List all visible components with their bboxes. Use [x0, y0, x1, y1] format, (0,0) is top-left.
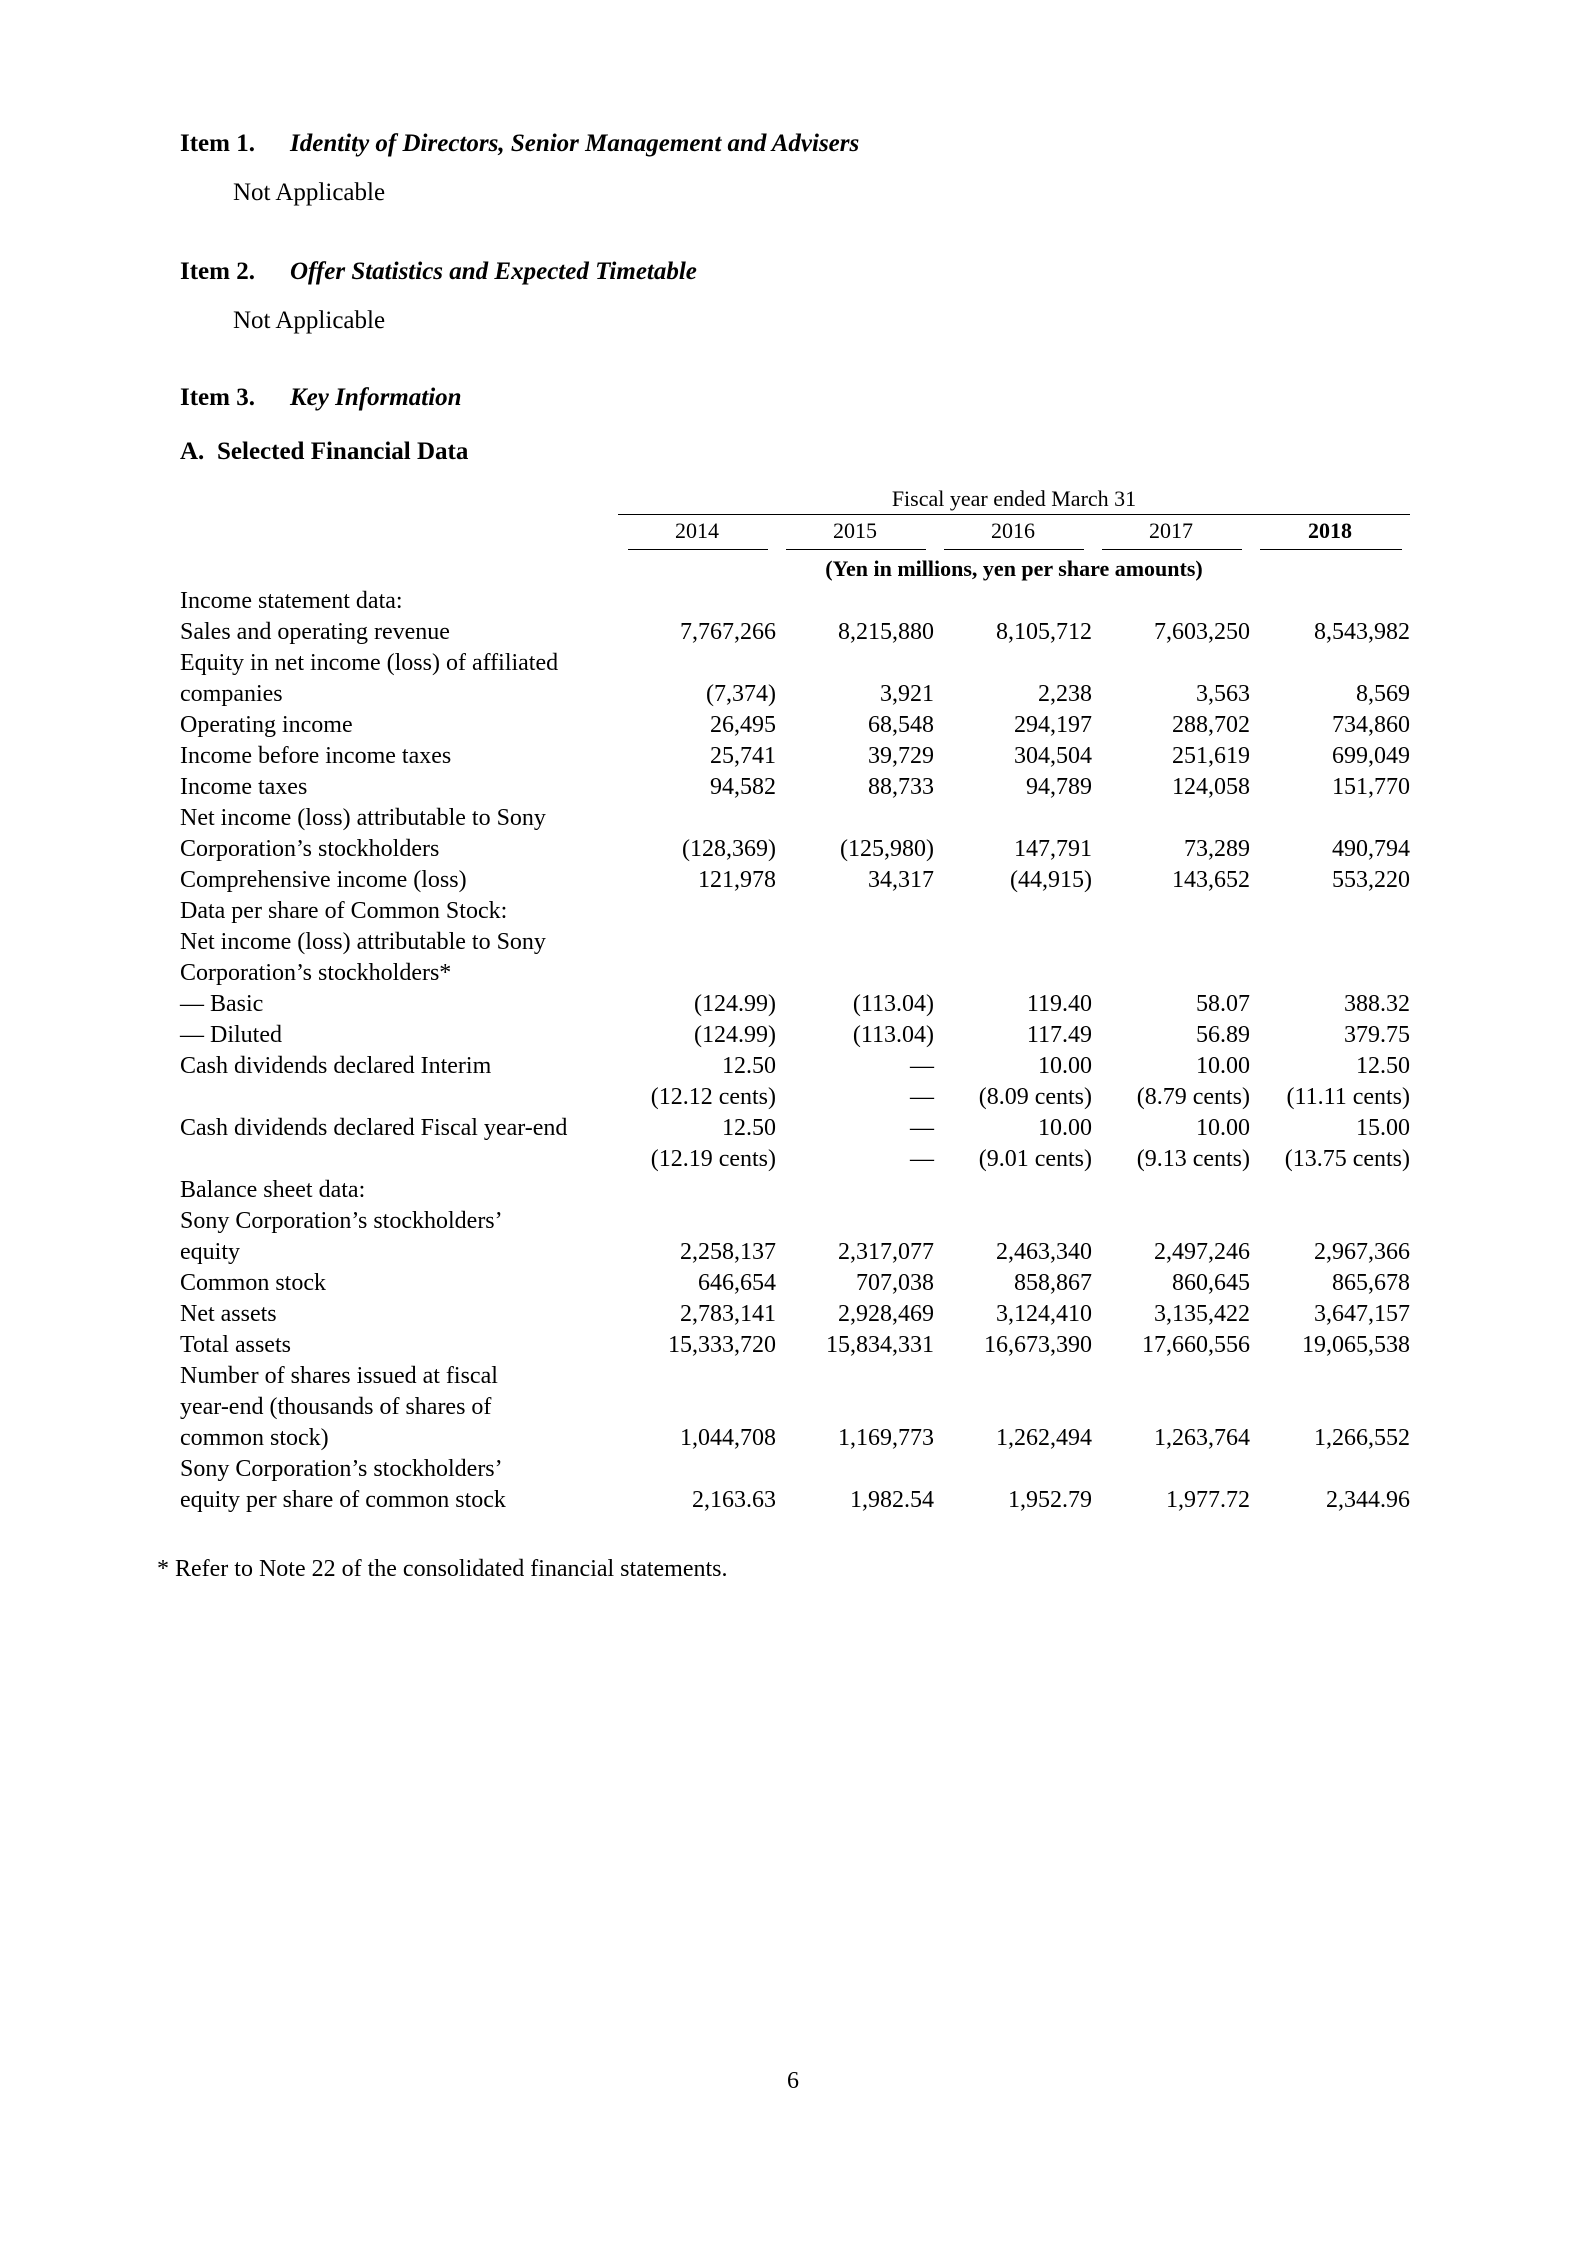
- cell-2014: 2,258,137: [680, 1239, 776, 1265]
- cell-2017: 2,497,246: [1154, 1239, 1250, 1265]
- cell-2015: —: [910, 1146, 934, 1172]
- cell-2018: 8,543,982: [1314, 619, 1410, 645]
- cell-2017: [1092, 1175, 1250, 1206]
- cell-2016: 294,197: [1014, 712, 1092, 738]
- cell-2015: (125,980): [840, 836, 934, 862]
- cell-2017: 58.07: [1196, 991, 1250, 1017]
- row-label: common stock): [180, 1425, 329, 1451]
- cell-2016: 858,867: [1014, 1270, 1092, 1296]
- cell-2017: 7,603,250: [1154, 619, 1250, 645]
- row-label: Number of shares issued at fiscal: [180, 1363, 498, 1389]
- cell-2016: 147,791: [1014, 836, 1092, 862]
- row-label: Common stock: [180, 1270, 327, 1296]
- units-note-row: [180, 550, 1410, 586]
- cell-2018: 15.00: [1356, 1115, 1410, 1141]
- cell-2018: [1250, 803, 1410, 834]
- row-label: Income before income taxes: [180, 743, 452, 769]
- table-row: [180, 1454, 1410, 1485]
- table-row: [180, 679, 1410, 710]
- cell-2015: 1,982.54: [850, 1487, 934, 1513]
- cell-2016: [934, 1175, 1092, 1206]
- cell-2017: [1092, 1392, 1250, 1423]
- cell-2018: (11.11 cents): [1286, 1084, 1410, 1110]
- cell-2017: 73,289: [1184, 836, 1250, 862]
- row-label: Balance sheet data:: [180, 1177, 366, 1203]
- cell-2016: 2,238: [1038, 681, 1092, 707]
- row-label: Total assets: [180, 1332, 291, 1358]
- cell-2016: 304,504: [1014, 743, 1092, 769]
- cell-2016: [934, 1206, 1092, 1237]
- item-body-1: Not Applicable: [233, 179, 386, 206]
- cell-2015: 8,215,880: [838, 619, 934, 645]
- cell-2018: 699,049: [1332, 743, 1410, 769]
- cell-2016: 3,124,410: [996, 1301, 1092, 1327]
- cell-2018: 379.75: [1344, 1022, 1410, 1048]
- table-row: [180, 1113, 1410, 1144]
- cell-2016: [934, 1392, 1092, 1423]
- cell-2015: [776, 1361, 934, 1392]
- row-label: Corporation’s stockholders*: [180, 960, 452, 986]
- cell-2014: (7,374): [706, 681, 776, 707]
- cell-2017: [1092, 586, 1250, 617]
- cell-2016: 1,952.79: [1008, 1487, 1092, 1513]
- table-row: [180, 834, 1410, 865]
- cell-2017: 1,977.72: [1166, 1487, 1250, 1513]
- cell-2017: 288,702: [1172, 712, 1250, 738]
- table-row: [180, 617, 1410, 648]
- cell-2016: [934, 1361, 1092, 1392]
- cell-2018: 151,770: [1332, 774, 1410, 800]
- year-header-row: [180, 515, 1410, 547]
- item-label-3: Item 3.: [180, 384, 255, 411]
- cell-2015: [776, 1175, 934, 1206]
- row-label: — Basic: [180, 991, 264, 1017]
- table-row: [180, 1237, 1410, 1268]
- cell-2014: 646,654: [698, 1270, 776, 1296]
- cell-2018: 2,344.96: [1326, 1487, 1410, 1513]
- cell-2016: (9.01 cents): [978, 1146, 1092, 1172]
- cell-2014: 12.50: [722, 1053, 776, 1079]
- cell-2016: 8,105,712: [996, 619, 1092, 645]
- row-label: [180, 1082, 618, 1113]
- cell-2017: [1092, 1454, 1250, 1485]
- cell-2017: [1092, 1361, 1250, 1392]
- cell-2015: [776, 896, 934, 927]
- cell-2015: [776, 1392, 934, 1423]
- cell-2015: (113.04): [852, 991, 934, 1017]
- cell-2018: 734,860: [1332, 712, 1410, 738]
- cell-2014: 1,044,708: [680, 1425, 776, 1451]
- cell-2017: 17,660,556: [1142, 1332, 1250, 1358]
- subsection-heading: [180, 438, 468, 466]
- table-row: [180, 865, 1410, 896]
- cell-2016: 119.40: [1026, 991, 1092, 1017]
- cell-2014: [618, 1392, 776, 1423]
- cell-2014: 25,741: [710, 743, 776, 769]
- item-label-1: Item 1.: [180, 130, 255, 157]
- cell-2015: —: [910, 1115, 934, 1141]
- cell-2016: 10.00: [1038, 1053, 1092, 1079]
- cell-2015: 88,733: [868, 774, 934, 800]
- cell-2017: 3,563: [1196, 681, 1250, 707]
- cell-2014: [618, 1454, 776, 1485]
- item-heading-2: [180, 258, 697, 286]
- units-note: (Yen in millions, yen per share amounts): [825, 556, 1203, 581]
- cell-2016: [934, 927, 1092, 958]
- cell-2016: [934, 586, 1092, 617]
- table-row: [180, 710, 1410, 741]
- cell-2017: [1092, 1206, 1250, 1237]
- footnote: * Refer to Note 22 of the consolidated financial statements.: [157, 1556, 728, 1582]
- cell-2014: 2,783,141: [680, 1301, 776, 1327]
- cell-2014: [618, 958, 776, 989]
- row-label: Equity in net income (loss) of affiliated: [180, 650, 559, 676]
- cell-2015: 3,921: [880, 681, 934, 707]
- table-row: [180, 1268, 1410, 1299]
- row-label: Net income (loss) attributable to Sony: [180, 929, 546, 955]
- item-heading-3: [180, 384, 462, 412]
- cell-2014: (12.19 cents): [650, 1146, 776, 1172]
- cell-2016: 117.49: [1026, 1022, 1092, 1048]
- row-label: companies: [180, 681, 283, 707]
- item-block-3: [180, 384, 462, 412]
- cell-2015: 34,317: [868, 867, 934, 893]
- row-label: Income statement data:: [180, 588, 403, 614]
- cell-2017: [1092, 648, 1250, 679]
- cell-2015: [776, 927, 934, 958]
- cell-2018: [1250, 1206, 1410, 1237]
- table-section-row: [180, 1175, 1410, 1206]
- table-row: [180, 1361, 1410, 1392]
- year-row-spacer: [180, 515, 618, 547]
- row-label: Sales and operating revenue: [180, 619, 450, 645]
- cell-2018: [1250, 958, 1410, 989]
- subsection-letter: A.: [180, 438, 205, 465]
- cell-2017: 10.00: [1196, 1115, 1250, 1141]
- cell-2014: 121,978: [698, 867, 776, 893]
- table-header: [180, 483, 1410, 586]
- cell-2014: 15,333,720: [668, 1332, 776, 1358]
- row-label: Income taxes: [180, 774, 308, 800]
- cell-2014: [618, 927, 776, 958]
- cell-2016: [934, 803, 1092, 834]
- table-row: [180, 648, 1410, 679]
- cell-2017: 10.00: [1196, 1053, 1250, 1079]
- table-row: [180, 1299, 1410, 1330]
- table-row: [180, 958, 1410, 989]
- fiscal-year-span-header: Fiscal year ended March 31: [891, 486, 1137, 511]
- cell-2017: [1092, 803, 1250, 834]
- cell-2014: [618, 1361, 776, 1392]
- cell-2015: 15,834,331: [826, 1332, 934, 1358]
- row-label: equity: [180, 1239, 240, 1265]
- cell-2015: [776, 586, 934, 617]
- cell-2014: [618, 896, 776, 927]
- table-section-row: [180, 586, 1410, 617]
- year-header-2018: 2018: [1308, 518, 1352, 543]
- cell-2018: 2,967,366: [1314, 1239, 1410, 1265]
- cell-2014: (12.12 cents): [650, 1084, 776, 1110]
- cell-2018: [1250, 1361, 1410, 1392]
- cell-2015: 2,317,077: [838, 1239, 934, 1265]
- year-header-2014: 2014: [675, 518, 719, 543]
- cell-2016: (44,915): [1010, 867, 1092, 893]
- cell-2015: [776, 958, 934, 989]
- cell-2018: 3,647,157: [1314, 1301, 1410, 1327]
- cell-2016: [934, 958, 1092, 989]
- cell-2015: [776, 648, 934, 679]
- cell-2014: 26,495: [710, 712, 776, 738]
- row-label: Sony Corporation’s stockholders’: [180, 1208, 503, 1234]
- cell-2017: (8.79 cents): [1136, 1084, 1250, 1110]
- cell-2016: (8.09 cents): [978, 1084, 1092, 1110]
- cell-2014: [618, 586, 776, 617]
- row-label: Sony Corporation’s stockholders’: [180, 1456, 503, 1482]
- cell-2014: [618, 648, 776, 679]
- cell-2014: 2,163.63: [692, 1487, 776, 1513]
- cell-2014: (124.99): [694, 991, 776, 1017]
- cell-2015: —: [910, 1053, 934, 1079]
- units-spacer: [180, 550, 618, 586]
- row-label: Cash dividends declared Interim: [180, 1053, 492, 1079]
- cell-2016: [934, 1454, 1092, 1485]
- table-section-row: [180, 896, 1410, 927]
- cell-2017: 3,135,422: [1154, 1301, 1250, 1327]
- cell-2018: [1250, 648, 1410, 679]
- item-block-2: [180, 258, 697, 335]
- subsection-title: Selected Financial Data: [217, 438, 469, 465]
- item-heading-1: [180, 130, 859, 158]
- cell-2018: 12.50: [1356, 1053, 1410, 1079]
- cell-2017: 124,058: [1172, 774, 1250, 800]
- table-row: [180, 772, 1410, 803]
- cell-2018: 490,794: [1332, 836, 1410, 862]
- cell-2014: [618, 1206, 776, 1237]
- row-label: — Diluted: [180, 1022, 282, 1048]
- cell-2014: (124.99): [694, 1022, 776, 1048]
- year-header-2015: 2015: [833, 518, 877, 543]
- cell-2016: [934, 896, 1092, 927]
- row-label: Comprehensive income (loss): [180, 867, 467, 893]
- cell-2014: [618, 803, 776, 834]
- cell-2018: [1250, 586, 1410, 617]
- item-title-1: Identity of Directors, Senior Management and Advisers: [290, 130, 860, 157]
- table-row: [180, 741, 1410, 772]
- table-row: [180, 803, 1410, 834]
- table-row: [180, 1020, 1410, 1051]
- cell-2014: [618, 1175, 776, 1206]
- cell-2014: (128,369): [682, 836, 776, 862]
- row-label: year-end (thousands of shares of: [180, 1394, 492, 1420]
- cell-2017: [1092, 896, 1250, 927]
- table-row: [180, 1144, 1410, 1175]
- row-label: Net assets: [180, 1301, 277, 1327]
- cell-2014: 94,582: [710, 774, 776, 800]
- table-row: [180, 1423, 1410, 1454]
- table-row: [180, 1392, 1410, 1423]
- cell-2015: 39,729: [868, 743, 934, 769]
- cell-2018: 19,065,538: [1302, 1332, 1410, 1358]
- cell-2017: 56.89: [1196, 1022, 1250, 1048]
- row-label: Operating income: [180, 712, 353, 738]
- page-number: 6: [787, 2068, 799, 2094]
- table-row: [180, 1485, 1410, 1516]
- table-row: [180, 1206, 1410, 1237]
- cell-2015: [776, 803, 934, 834]
- cell-2016: 94,789: [1026, 774, 1092, 800]
- table-row: [180, 1051, 1410, 1082]
- cell-2016: 2,463,340: [996, 1239, 1092, 1265]
- table-row: [180, 1330, 1410, 1361]
- row-label: Cash dividends declared Fiscal year-end: [180, 1115, 568, 1141]
- cell-2018: (13.75 cents): [1284, 1146, 1410, 1172]
- cell-2015: [776, 1206, 934, 1237]
- cell-2018: 1,266,552: [1314, 1425, 1410, 1451]
- selected-financial-data-table: [180, 483, 1410, 1516]
- cell-2015: 2,928,469: [838, 1301, 934, 1327]
- cell-2015: (113.04): [852, 1022, 934, 1048]
- row-label: Corporation’s stockholders: [180, 836, 440, 862]
- row-label: Data per share of Common Stock:: [180, 898, 508, 924]
- row-label: Net income (loss) attributable to Sony: [180, 805, 546, 831]
- cell-2016: 1,262,494: [996, 1425, 1092, 1451]
- cell-2018: [1250, 896, 1410, 927]
- cell-2018: [1250, 1392, 1410, 1423]
- cell-2015: 68,548: [868, 712, 934, 738]
- cell-2016: 10.00: [1038, 1115, 1092, 1141]
- cell-2016: 16,673,390: [984, 1332, 1092, 1358]
- cell-2018: [1250, 927, 1410, 958]
- item-title-3: Key Information: [290, 384, 462, 411]
- cell-2014: 12.50: [722, 1115, 776, 1141]
- cell-2017: 143,652: [1172, 867, 1250, 893]
- cell-2015: [776, 1454, 934, 1485]
- cell-2017: [1092, 958, 1250, 989]
- cell-2017: 1,263,764: [1154, 1425, 1250, 1451]
- table-row: [180, 989, 1410, 1020]
- table-row: [180, 927, 1410, 958]
- cell-2018: 865,678: [1332, 1270, 1410, 1296]
- cell-2015: 707,038: [856, 1270, 934, 1296]
- cell-2017: 860,645: [1172, 1270, 1250, 1296]
- cell-2014: 7,767,266: [680, 619, 776, 645]
- item-label-2: Item 2.: [180, 258, 255, 285]
- cell-2017: 251,619: [1172, 743, 1250, 769]
- row-label: [180, 1144, 618, 1175]
- table-body: [180, 586, 1410, 1516]
- cell-2017: (9.13 cents): [1136, 1146, 1250, 1172]
- span-header-spacer: [180, 483, 618, 514]
- year-header-2016: 2016: [991, 518, 1035, 543]
- cell-2018: [1250, 1175, 1410, 1206]
- cell-2018: 8,569: [1356, 681, 1410, 707]
- row-label: equity per share of common stock: [180, 1487, 506, 1513]
- table-row: [180, 1082, 1410, 1113]
- cell-2016: [934, 648, 1092, 679]
- item-title-2: Offer Statistics and Expected Timetable: [290, 258, 697, 285]
- span-header-row: [180, 483, 1410, 514]
- item-block-1: [180, 130, 859, 207]
- cell-2015: 1,169,773: [838, 1425, 934, 1451]
- year-header-2017: 2017: [1149, 518, 1193, 543]
- cell-2018: 553,220: [1332, 867, 1410, 893]
- cell-2017: [1092, 927, 1250, 958]
- cell-2018: [1250, 1454, 1410, 1485]
- item-body-2: Not Applicable: [233, 307, 386, 334]
- cell-2018: 388.32: [1344, 991, 1410, 1017]
- cell-2015: —: [910, 1084, 934, 1110]
